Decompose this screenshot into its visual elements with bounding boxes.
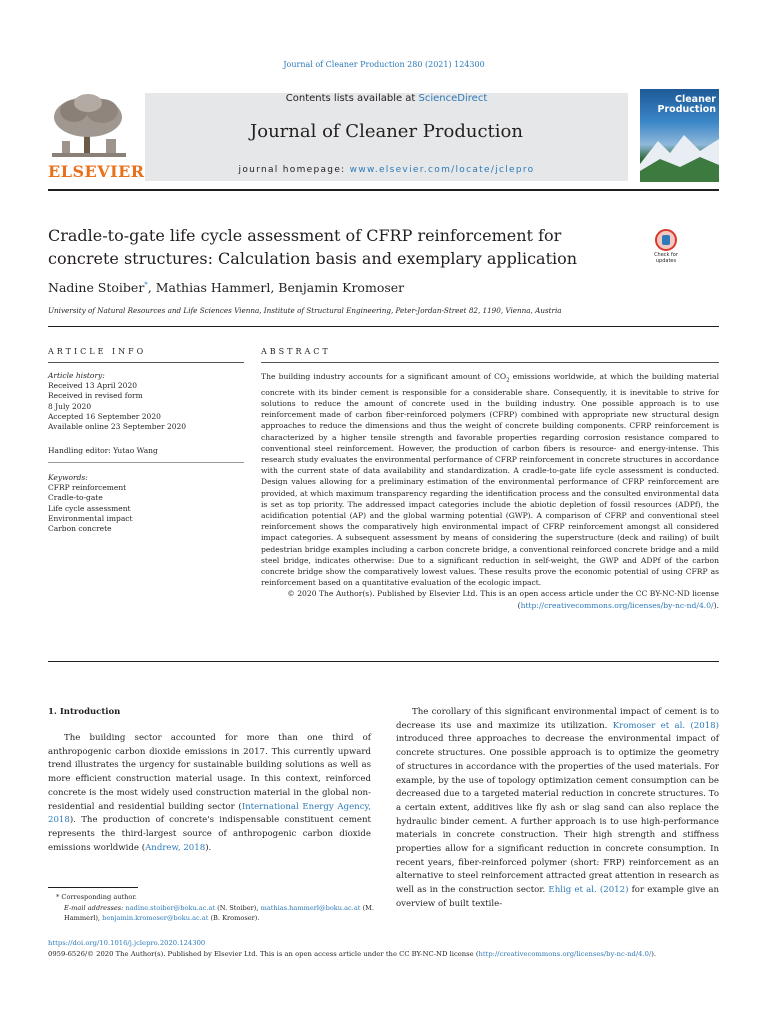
keyword-item: CFRP reinforcement bbox=[48, 483, 127, 493]
contents-prefix: Contents lists available at bbox=[285, 93, 419, 104]
check-for-updates-button[interactable] bbox=[648, 229, 684, 267]
contents-line bbox=[145, 93, 628, 104]
intro-paragraph: The building sector accounted for more than one third of anthropogenic carbon dioxide emissions in 2017. This currently upward trend illustrates the urgency for sustainable building solutions as well as more efficient construction material usage. In this context, reinforced concrete is the most widely used construction material in the global non-residential and residential building sector (International Energy Agency, 2018). The production of concrete's indispensable constituent cement represents the third-largest source of anthropogenic carbon dioxide emissions worldwide (Andrew, 2018). bbox=[48, 733, 371, 853]
article-info-heading: ARTICLE INFO bbox=[48, 347, 147, 356]
journal-cover-image[interactable] bbox=[640, 89, 719, 182]
check-updates-icon bbox=[655, 229, 677, 251]
mountain-icon bbox=[640, 129, 719, 182]
elsevier-logo[interactable] bbox=[48, 93, 145, 181]
keyword-item: Environmental impact bbox=[48, 513, 133, 523]
elsevier-wordmark: ELSEVIER bbox=[48, 162, 145, 181]
elsevier-tree-icon bbox=[48, 93, 130, 163]
history-item: Received 13 April 2020 bbox=[48, 381, 137, 391]
license-link[interactable]: http://creativecommons.org/licenses/by-nc-nd/4.0/ bbox=[478, 949, 652, 958]
history-item: 8 July 2020 bbox=[48, 401, 92, 411]
handling-editor: Handling editor: Yutao Wang bbox=[48, 446, 158, 455]
homepage-link[interactable]: www.elsevier.com/locate/jclepro bbox=[349, 165, 535, 175]
check-updates-label: Check for updates bbox=[654, 252, 678, 264]
keywords-rule bbox=[48, 462, 244, 463]
footer-license: 0959-6526/© 2020 The Author(s). Published by Elsevier Ltd. This is an open access article under the CC BY-NC-ND license (http://creativecommons.org/licenses/by-nc-nd/4.0/). bbox=[48, 949, 657, 958]
author-name: Nadine Stoiber bbox=[48, 280, 145, 295]
abstract-rule bbox=[261, 362, 719, 363]
history-item: Available online 23 September 2020 bbox=[48, 422, 187, 432]
history-label: Article history: bbox=[48, 371, 105, 380]
citation-link[interactable]: Ehlig et al. (2012) bbox=[548, 885, 629, 896]
article-info-rule bbox=[48, 362, 244, 363]
homepage-prefix: journal homepage: bbox=[238, 165, 350, 175]
sciencedirect-link[interactable]: ScienceDirect bbox=[418, 93, 488, 104]
email-link[interactable]: benjamin.kromoser@boku.ac.at bbox=[102, 914, 209, 922]
keyword-item: Life cycle assessment bbox=[48, 503, 131, 513]
cover-title bbox=[658, 95, 716, 115]
keyword-item: Carbon concrete bbox=[48, 524, 112, 534]
citation-link[interactable]: Kromoser et al. (2018) bbox=[612, 720, 720, 731]
history-item: Accepted 16 September 2020 bbox=[48, 411, 161, 421]
footnote-rule bbox=[48, 887, 138, 888]
keywords-label: Keywords: bbox=[48, 473, 88, 482]
email-addresses: E-mail addresses: nadine.stoiber@boku.ac.at (N. Stoiber), mathias.hammerl@boku.ac.at (M. Hammerl), benjamin.kromoser@boku.ac.at (B. Kromoser). bbox=[64, 903, 374, 922]
author-list bbox=[48, 280, 404, 295]
citation-link[interactable]: International Energy Agency, 2018 bbox=[48, 801, 371, 826]
journal-masthead bbox=[145, 93, 628, 181]
email-link[interactable]: mathias.hammerl@boku.ac.at bbox=[260, 903, 361, 912]
journal-reference-link[interactable]: Journal of Cleaner Production 280 (2021) 124300 bbox=[283, 60, 485, 69]
corresponding-author-note: * Corresponding author. bbox=[56, 893, 137, 901]
keywords-list bbox=[48, 473, 133, 534]
abstract-body bbox=[261, 371, 719, 611]
article-title-line1: Cradle-to-gate life cycle assessment of CFRP reinforcement for bbox=[48, 226, 562, 245]
citation-link[interactable]: Andrew, 2018 bbox=[145, 842, 206, 853]
journal-title: Journal of Cleaner Production bbox=[250, 121, 523, 142]
footnote bbox=[48, 892, 374, 924]
abstract-end-rule bbox=[48, 661, 719, 662]
intro-column-right bbox=[396, 706, 719, 912]
article-history bbox=[48, 371, 186, 432]
cover-title-line2: Production bbox=[657, 104, 716, 115]
other-authors: , Mathias Hammerl, Benjamin Kromoser bbox=[147, 280, 405, 295]
article-title bbox=[48, 224, 628, 270]
intro-column-left bbox=[48, 732, 371, 855]
abstract-heading: ABSTRACT bbox=[261, 347, 331, 356]
doi-link[interactable]: https://doi.org/10.1016/j.jclepro.2020.124300 bbox=[48, 939, 206, 947]
introduction-heading: 1. Introduction bbox=[48, 707, 121, 717]
corresponding-author-mark[interactable]: * bbox=[144, 280, 148, 289]
abstract-paragraph: The building industry accounts for a significant amount of $CO_2$ emissions worldwide, at which the building material concrete with its binder cement is responsible for a considerable share. Consequently, it is inevitable to strive for solutions to reduce the amount of concrete used in the building industry. One possible approach is to use reinforcement made of carbon fiber-reinforced polymers (CFRP) combined with appropriate new structural design approaches to reduce the dimensions and thus the weight of concrete building components. CFRP reinforcement is characterized by a higher tensile strength and favorable properties regarding corrosion resistance compared to conventional steel reinforcement. However, the production of carbon fibers is resource- and energy-intense. This research study evaluates the environmental performance of CFRP reinforcement in concrete structures in accordance with the current state of data availability and standardization. A cradle-to-gate life cycle assessment is conducted. Design values allowing for a preliminary estimation of the environmental performance of CFRP reinforcement are provided, at which maximum transparency regarding the identification process and the consulted environmental data is set as top priority. The addressed impact categories include the abiotic depletion of fossil resources (ADPf), the acidification potential (AP) and the global warming potential (GWP). A comparison of CFRP and conventional steel reinforcement shows the comparatively high environmental impact of CFRP reinforcement amongst all considered impact categories. A subsequent assessment by means of considering the superstructure (deck and railing) of built pedestrian bridge examples including a carbon concrete bridge, a conventional reinforced concrete bridge and a mild steel bridge, indicates otherwise: Due to a significant reduction in self-weight, the GWP and ADPf of the carbon concrete bridge show the comparatively lowest values. These results prove the economic potential of using CFRP as reinforcement based on a quantitative evaluation of the ecologic impact. bbox=[261, 372, 719, 588]
journal-homepage bbox=[145, 165, 628, 175]
history-item: Received in revised form bbox=[48, 391, 143, 401]
page-footer bbox=[48, 938, 719, 959]
abstract-copyright: © 2020 The Author(s). Published by Elsevier Ltd. This is an open access article under the CC BY-NC-ND license (http://creativecommons.org/licenses/by-nc-nd/4.0/). bbox=[287, 589, 719, 610]
header-rule bbox=[48, 189, 719, 191]
keyword-item: Cradle-to-gate bbox=[48, 493, 103, 503]
authors-rule bbox=[48, 326, 719, 327]
license-link[interactable]: http://creativecommons.org/licenses/by-nc-nd/4.0/ bbox=[520, 600, 714, 610]
cover-title-line1: Cleaner bbox=[675, 94, 716, 105]
article-title-line2: concrete structures: Calculation basis and exemplary application bbox=[48, 249, 578, 268]
affiliation: University of Natural Resources and Life Sciences Vienna, Institute of Structural Engineering, Peter-Jordan-Street 82, 1190, Vienna, Austria bbox=[48, 306, 562, 315]
intro-paragraph: The corollary of this significant environmental impact of cement is to decrease its use and maximize its utilization. Kromoser et al. (2018) introduced three approaches to decrease the environmental impact of concrete structures. One possible approach is to optimize the geometry of structures in accordance with the properties of the used materials. For example, by the use of topology optimization cement consumption can be decreased due to a targeted material reduction in concrete structures. To a certain extent, additives like fly ash or slag sand can also replace the hydraulic binder cement. A further approach is to use high-performance materials in concrete construction. Their high strength and stiffness properties allow for a significant reduction in concrete consumption. In recent years, fiber-reinforced polymer (short: FRP) reinforcement as an alternative to steel reinforcement attracted great attention in research as well as in the construction sector. Ehlig et al. (2012) for example give an overview of built textile- bbox=[396, 707, 720, 909]
email-link[interactable]: nadine.stoiber@boku.ac.at bbox=[125, 903, 216, 912]
